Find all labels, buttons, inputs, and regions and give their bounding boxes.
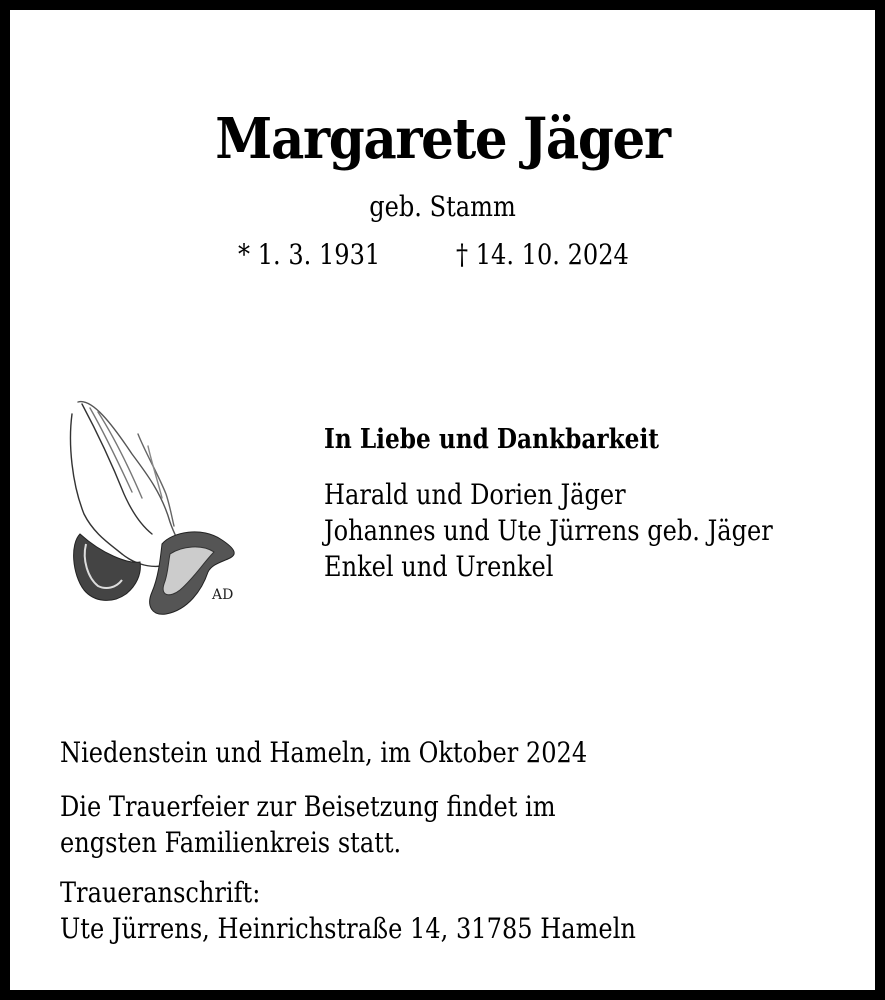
address: Ute Jürrens, Heinrichstraße 14, 31785 Hameln: [60, 912, 636, 945]
praying-hands-icon: [62, 394, 240, 622]
birth-date: * 1. 3. 1931: [238, 238, 381, 271]
mourner-line: Harald und Dorien Jäger: [324, 478, 626, 511]
ceremony-line: engsten Familienkreis statt.: [60, 826, 402, 859]
svg-text:AD: AD: [212, 587, 234, 603]
mourner-line: Enkel und Urenkel: [324, 550, 554, 583]
maiden-name: geb. Stamm: [369, 190, 516, 223]
mourner-line: Johannes und Ute Jürrens geb. Jäger: [324, 514, 773, 547]
mourners-heading: In Liebe und Dankbarkeit: [324, 424, 660, 455]
ceremony-line: Die Trauerfeier zur Beisetzung findet im: [60, 790, 556, 823]
place-date: Niedenstein und Hameln, im Oktober 2024: [60, 736, 588, 769]
death-date: † 14. 10. 2024: [456, 238, 629, 271]
deceased-name: Margarete Jäger: [215, 106, 670, 172]
address-label: Traueranschrift:: [60, 876, 261, 909]
